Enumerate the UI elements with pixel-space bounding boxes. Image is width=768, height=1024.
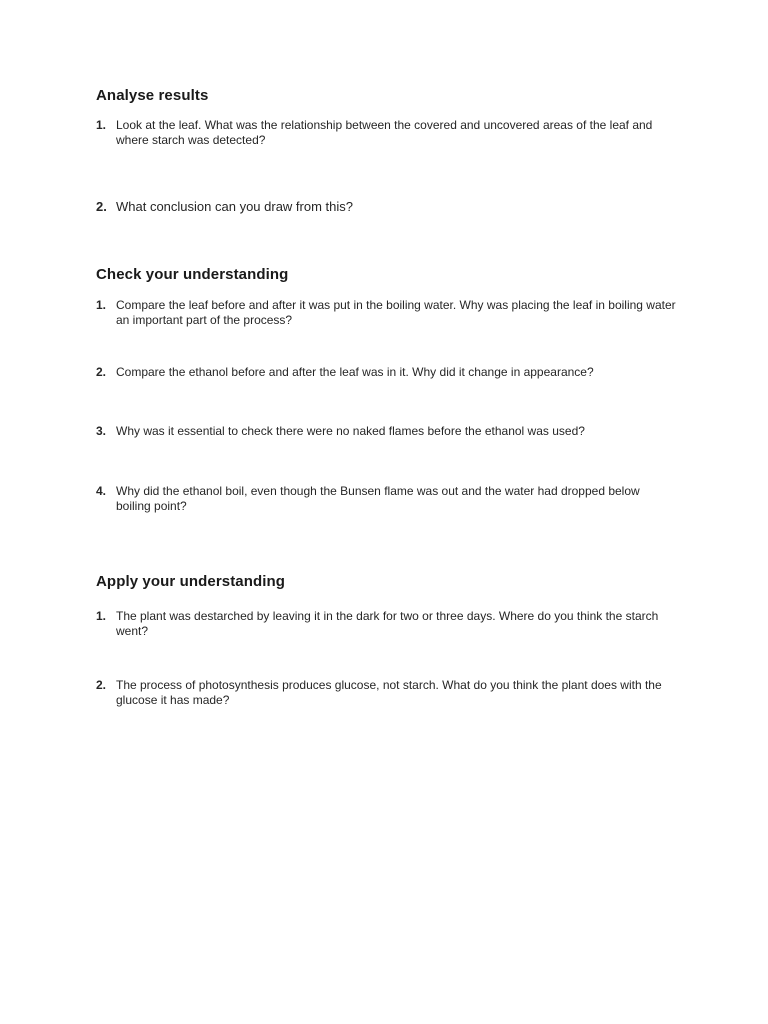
question-text: Compare the ethanol before and after the leaf was in it. Why did it change in appearance? [116,365,594,379]
question-number: 2. [96,678,107,692]
question-text: Why was it essential to check there were no naked flames before the ethanol was used? [116,424,585,438]
question-check-2 [96,365,676,380]
question-number: 1. [96,609,107,623]
question-apply-2 [96,678,676,708]
question-text: Why did the ethanol boil, even though the Bunsen flame was out and the water had dropped below boiling point? [116,484,640,513]
section-heading-apply-your-understanding: Apply your understanding [96,573,286,590]
question-apply-1 [96,609,676,639]
question-number: 2. [96,199,107,214]
section-heading-check-your-understanding: Check your understanding [96,266,289,283]
question-text: Compare the leaf before and after it was put in the boiling water. Why was placing the leaf in boiling water an important part of the process? [116,298,676,327]
question-number: 2. [96,365,107,379]
question-text: The process of photosynthesis produces glucose, not starch. What do you think the plant does with the glucose it has made? [116,678,662,707]
question-check-1 [96,298,676,328]
question-check-4 [96,484,676,514]
question-number: 1. [96,118,107,132]
question-analyse-2 [96,199,676,214]
question-check-3 [96,424,676,439]
question-text: The plant was destarched by leaving it in the dark for two or three days. Where do you think the starch went? [116,609,659,638]
question-text: Look at the leaf. What was the relationship between the covered and uncovered areas of the leaf and where starch was detected? [116,118,653,147]
question-number: 1. [96,298,107,312]
question-number: 3. [96,424,107,438]
question-text: What conclusion can you draw from this? [116,199,353,214]
section-heading-analyse-results: Analyse results [96,87,209,104]
question-analyse-1 [96,118,676,148]
question-number: 4. [96,484,107,498]
